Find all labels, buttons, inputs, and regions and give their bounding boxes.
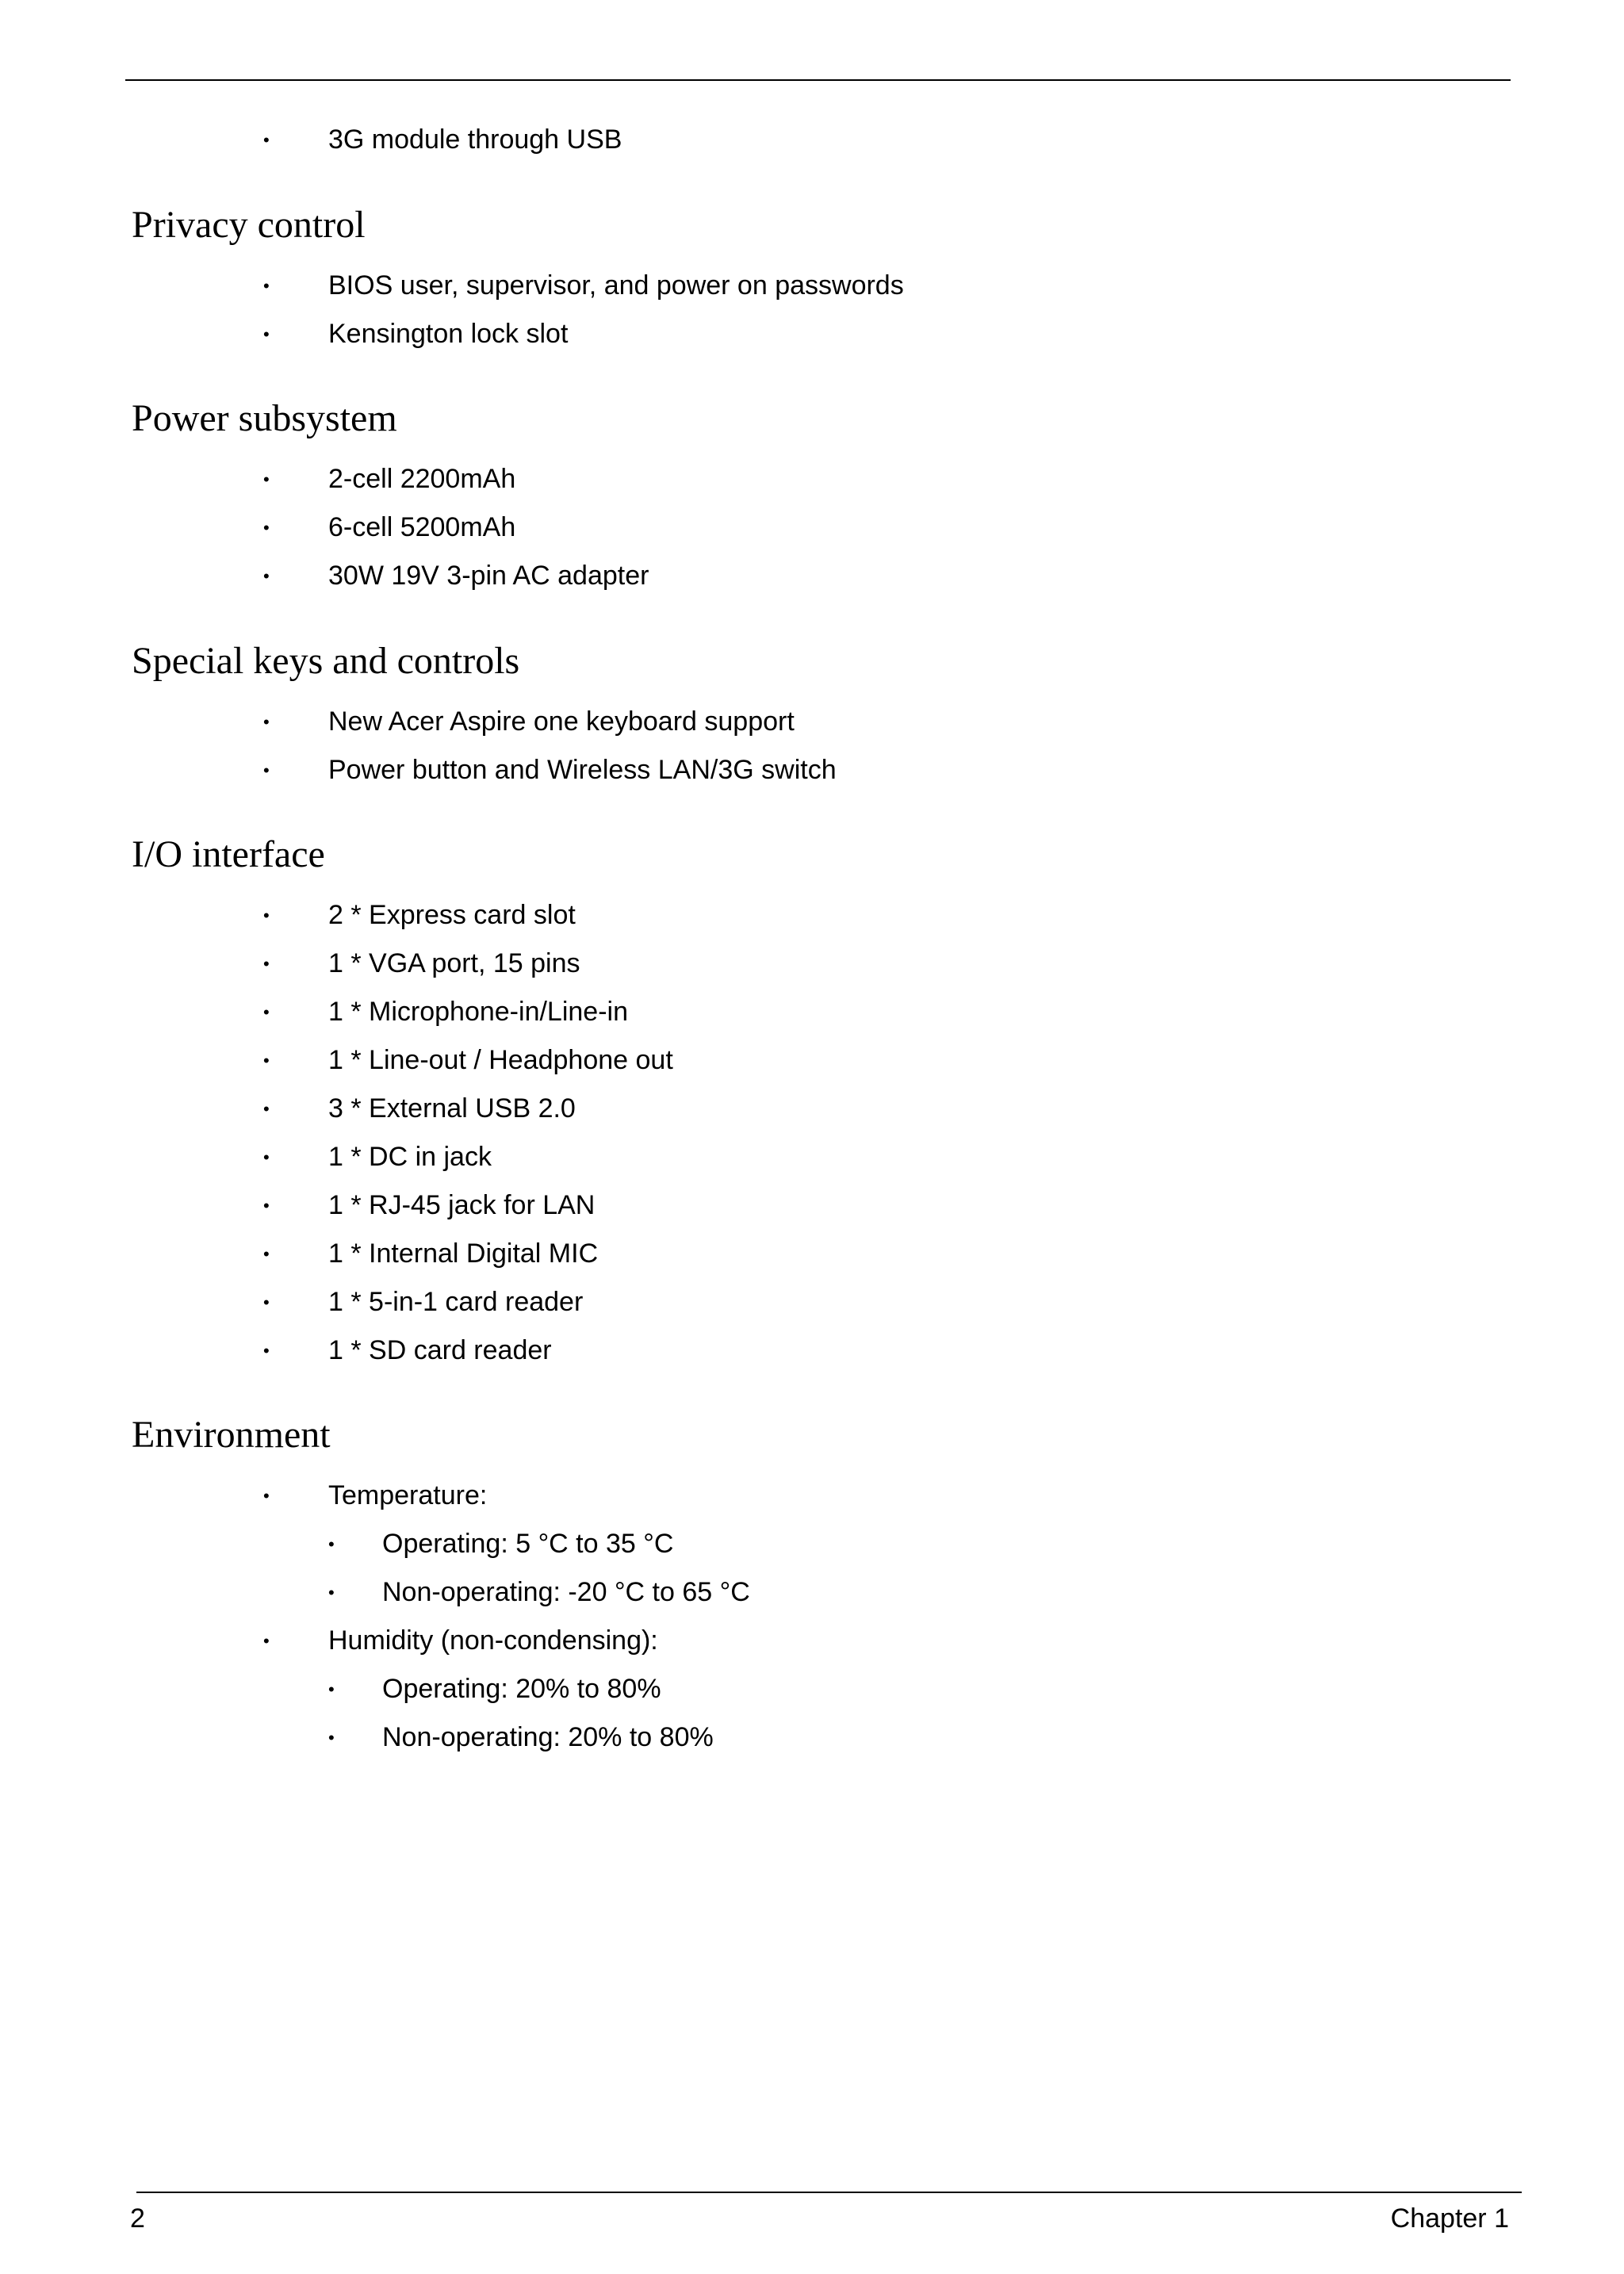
section-heading-power-subsystem: Power subsystem — [132, 397, 397, 439]
list-item-text: 6-cell 5200mAh — [328, 512, 516, 542]
bullet-icon: • — [328, 1728, 335, 1748]
list-item — [263, 1141, 492, 1173]
bullet-icon: • — [263, 276, 270, 296]
list-item — [263, 1189, 596, 1221]
list-item-text: 1 * Microphone-in/Line-in — [328, 997, 628, 1027]
sub-list-item — [328, 1528, 674, 1560]
bullet-icon: • — [328, 1583, 335, 1602]
list-item — [263, 1334, 552, 1366]
list-item — [263, 1238, 599, 1269]
section-heading-special-keys: Special keys and controls — [132, 640, 520, 682]
list-item — [263, 1625, 658, 1656]
bullet-icon: • — [263, 1486, 270, 1506]
bullet-icon: • — [263, 954, 270, 974]
bullet-icon: • — [263, 130, 270, 150]
bullet-icon: • — [263, 905, 270, 925]
list-item-text: Humidity (non-condensing): — [328, 1625, 658, 1656]
bullet-icon: • — [263, 712, 270, 732]
list-item — [263, 899, 576, 931]
bullet-icon: • — [328, 1679, 335, 1699]
list-item-text: BIOS user, supervisor, and power on passwords — [328, 270, 904, 301]
bullet-icon: • — [263, 1051, 270, 1070]
chapter-label: Chapter 1 — [1390, 2203, 1509, 2234]
list-item — [263, 1480, 488, 1511]
sub-list-item-text: Non-operating: -20 °C to 65 °C — [382, 1577, 750, 1607]
section-heading-io-interface: I/O interface — [132, 833, 325, 875]
list-item — [263, 318, 569, 350]
list-item — [263, 996, 628, 1028]
list-item — [263, 754, 837, 786]
sub-list-item — [328, 1576, 750, 1608]
bullet-icon: • — [263, 1196, 270, 1215]
list-item — [263, 1044, 673, 1076]
section-heading-environment: Environment — [132, 1414, 331, 1456]
bullet-icon: • — [263, 324, 270, 344]
list-item — [263, 1286, 584, 1318]
list-item-text: 1 * DC in jack — [328, 1142, 492, 1172]
bullet-icon: • — [263, 566, 270, 586]
list-item-text: 1 * VGA port, 15 pins — [328, 948, 580, 978]
sub-list-item-text: Operating: 5 °C to 35 °C — [382, 1529, 674, 1559]
list-item-text: Temperature: — [328, 1480, 488, 1510]
list-item — [263, 511, 516, 543]
bullet-icon: • — [263, 1099, 270, 1119]
list-item — [263, 124, 622, 155]
list-item-text: 2-cell 2200mAh — [328, 464, 516, 494]
section-heading-privacy-control: Privacy control — [132, 204, 366, 246]
bullet-icon: • — [263, 1002, 270, 1022]
list-item-text: 1 * Internal Digital MIC — [328, 1238, 599, 1269]
list-item — [263, 560, 649, 591]
bullet-icon: • — [263, 1292, 270, 1312]
bullet-icon: • — [263, 469, 270, 489]
sub-list-item — [328, 1721, 714, 1753]
list-item — [263, 270, 904, 301]
list-item-text: 1 * SD card reader — [328, 1335, 552, 1365]
bullet-icon: • — [263, 518, 270, 538]
list-item — [263, 1093, 576, 1124]
list-item-text: 3G module through USB — [328, 124, 622, 155]
list-item-text: 1 * Line-out / Headphone out — [328, 1045, 673, 1075]
list-item-text: New Acer Aspire one keyboard support — [328, 706, 795, 737]
list-item-text: Kensington lock slot — [328, 319, 569, 349]
list-item-text: 2 * Express card slot — [328, 900, 576, 930]
sub-list-item-text: Operating: 20% to 80% — [382, 1674, 661, 1704]
list-item-text: 1 * 5-in-1 card reader — [328, 1287, 584, 1317]
bullet-icon: • — [263, 1341, 270, 1361]
bullet-icon: • — [328, 1534, 335, 1554]
list-item-text: 30W 19V 3-pin AC adapter — [328, 561, 649, 591]
list-item — [263, 463, 516, 495]
bullet-icon: • — [263, 1147, 270, 1167]
list-item — [263, 948, 580, 979]
list-item — [263, 706, 795, 737]
sub-list-item — [328, 1673, 661, 1705]
list-item-text: Power button and Wireless LAN/3G switch — [328, 755, 837, 785]
page-number: 2 — [130, 2203, 145, 2234]
bullet-icon: • — [263, 1631, 270, 1651]
sub-list-item-text: Non-operating: 20% to 80% — [382, 1722, 714, 1752]
header-rule — [125, 79, 1511, 81]
bullet-icon: • — [263, 1244, 270, 1264]
list-item-text: 3 * External USB 2.0 — [328, 1093, 576, 1124]
list-item-text: 1 * RJ-45 jack for LAN — [328, 1190, 596, 1220]
footer-rule — [136, 2192, 1522, 2193]
bullet-icon: • — [263, 760, 270, 780]
